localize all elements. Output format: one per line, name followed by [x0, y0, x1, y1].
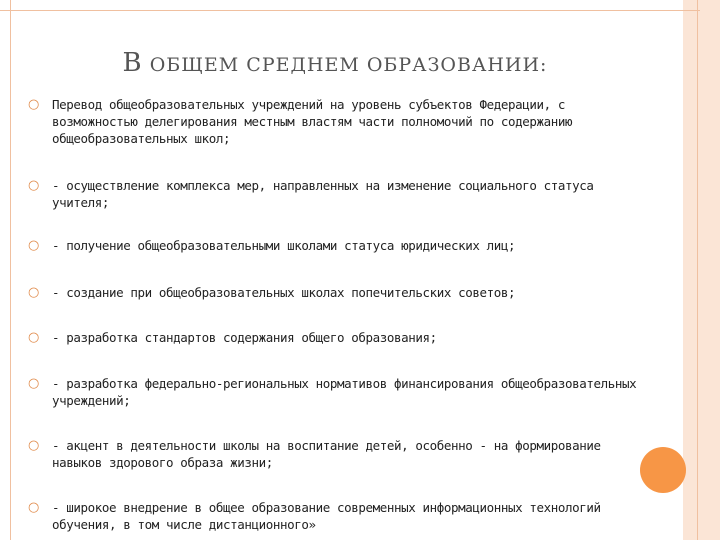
circle-bullet-icon: ○	[28, 238, 40, 253]
list-item	[28, 96, 638, 147]
list-item-text: - создание при общеобразовательных школах попечительских советов;	[52, 285, 516, 300]
circle-bullet-icon: ○	[28, 376, 40, 391]
list-item-text: Перевод общеобразовательных учреждений на уровень субъектов Федерации, с возможностью делегирования местным властям части полномочий по содержанию общеобразовательных школ;	[52, 97, 573, 146]
list-item-text: - получение общеобразовательными школами статуса юридических лиц;	[52, 238, 516, 253]
list-item	[28, 499, 638, 533]
list-item	[28, 177, 638, 211]
list-item	[28, 375, 638, 409]
list-item-text: - акцент в деятельности школы на воспитание детей, особенно - на формирование навыков здорового образа жизни;	[52, 438, 601, 470]
circle-bullet-icon: ○	[28, 438, 40, 453]
circle-bullet-icon: ○	[28, 330, 40, 345]
circle-bullet-icon: ○	[28, 97, 40, 112]
circle-bullet-icon: ○	[28, 500, 40, 515]
title-rest: ОБЩЕМ СРЕДНЕМ ОБРАЗОВАНИИ:	[142, 54, 548, 76]
list-item-text: - широкое внедрение в общее образование современных информационных технологий обучения, в том числе дистанционного»	[52, 500, 601, 532]
list-item-text: - осуществление комплекса мер, направленных на изменение социального статуса учителя;	[52, 178, 594, 210]
title-first-letter: В	[122, 48, 143, 78]
list-item	[28, 437, 638, 471]
list-item	[28, 237, 638, 255]
list-item-text: - разработка федерально-региональных нормативов финансирования общеобразовательных учреждений;	[52, 376, 637, 408]
list-item	[28, 284, 638, 302]
circle-bullet-icon: ○	[28, 285, 40, 300]
circle-bullet-icon: ○	[28, 178, 40, 193]
list-item	[28, 329, 638, 347]
list-item-text: - разработка стандартов содержания общего образования;	[52, 330, 437, 345]
